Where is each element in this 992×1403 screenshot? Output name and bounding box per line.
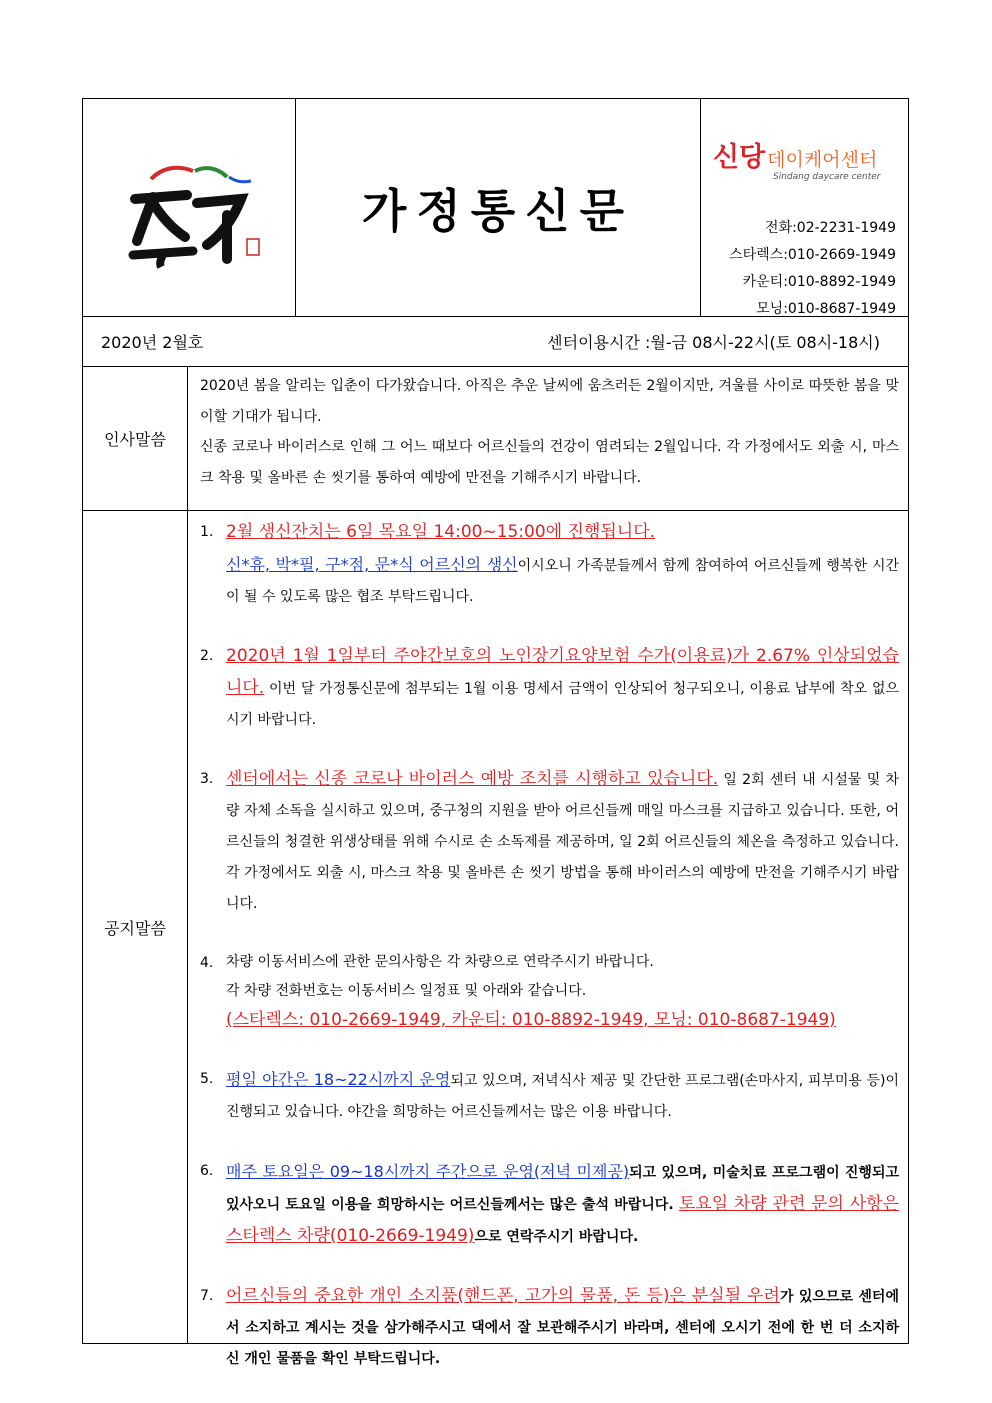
- brand-name-en: Sindang daycare center: [773, 172, 881, 182]
- notice-item-5: [200, 1064, 899, 1128]
- center-brand-logo: [713, 135, 909, 182]
- saturday-hours-headline: 매주 토요일은 09~18시까지 주간으로 운영(저녁 미제공): [226, 1162, 630, 1181]
- item-text: 일 2회 센터 내 시설물 및 차량 자체 소독을 실시하고 있으며, 중구청의 지원을 받아 어르신들께 매일 마스크를 지급하고 있습니다. 또한, 어르신들의 청결한 위생상태를 위해 수시로 손 소독제를 제공하며, 일 2회 어르신들의 체온을 측정하고 있습니다. 각 가정에서도 외출 시, 마스크 착용 및 올바른 손 씻기 방법을 통해 바이러스의 예방에 만전을 기해주시기 바랍니다.: [226, 772, 899, 912]
- center-info-cell: [701, 99, 908, 316]
- issue-row: [83, 317, 908, 367]
- brand-name-orange: 데이케어센터: [767, 149, 878, 171]
- title-cell: [296, 99, 701, 316]
- vehicle-phone-numbers: (스타렉스: 010-2669-1949, 카운티: 010-8892-1949, 모닝: 010-8687-1949): [226, 1010, 836, 1030]
- item-number: 7.: [200, 1288, 214, 1304]
- starex-vehicle-phone: 스타렉스 차량(010-2669-1949): [226, 1226, 475, 1246]
- notice-row: [83, 511, 908, 1367]
- notice-item-2: [200, 641, 899, 736]
- item-text: 으로 연락주시기 바랍니다.: [474, 1229, 639, 1245]
- greeting-row: [83, 367, 908, 511]
- virus-prevention-headline: 센터에서는 신종 코로나 바이러스 예방 조치를 시행하고 있습니다.: [226, 769, 719, 789]
- operating-hours: 센터이용시간 :월-금 08시-22시(토 08시-18시): [547, 333, 880, 352]
- transport-line-1: 차량 이동서비스에 관한 문의사항은 각 차량으로 연락주시기 바랍니다.: [226, 954, 654, 970]
- belongings-warning-headline: 어르신들의 중요한 개인 소지품(핸드폰, 고가의 물품, 돈 등)은 분실될 우려: [226, 1286, 780, 1306]
- greeting-paragraph-1: 2020년 봄을 알리는 입춘이 다가왔습니다. 아직은 추운 날씨에 움츠러든 2월이지만, 겨울를 사이로 따뜻한 봄을 맞이할 기대가 됩니다.: [200, 378, 899, 425]
- header-row: [83, 99, 908, 317]
- transport-line-2: 각 차량 전화번호는 이동서비스 일정표 및 아래와 같습니다.: [226, 983, 587, 999]
- notice-item-4: [200, 948, 899, 1036]
- greeting-content: [188, 367, 908, 510]
- brand-name-red: 신당: [713, 142, 766, 173]
- edition-label: 2020년 2월호: [101, 333, 204, 352]
- item-text: 되고 있으며, 저녁식사 제공 및 간단한 프로그램(손마사지, 피부미용 등)이 진행되고 있습니다. 야간을 희망하는 어르신들께서는 많은 이용 바랍니다.: [226, 1073, 899, 1120]
- item-number: 5.: [200, 1071, 214, 1087]
- newsletter-document: [82, 98, 909, 1367]
- contact-morning: 모닝:010-8687-1949: [756, 301, 896, 317]
- item-number: 4.: [200, 955, 214, 971]
- item-text: 가 있으므로 센터에서 소지하고 계시는 것을 삼가해주시고 댁에서 잘 보관해주시기 바라며, 센터에 오시기 전에 한 번 더 소지하신 개인 물품을 확인 부탁드립니다.: [226, 1289, 899, 1367]
- greeting-label: 인사말씀: [83, 367, 188, 510]
- page-title: 가정통신문: [361, 183, 635, 238]
- notice-content: [188, 511, 908, 1367]
- night-hours-headline: 평일 야간은 18~22시까지 운영: [226, 1070, 451, 1089]
- birthday-names: 신*휴, 박*필, 구*점, 문*식 어르신의 생신: [226, 555, 518, 574]
- birthday-headline: 2월 생신잔치는 6일 목요일 14:00~15:00에 진행됩니다.: [226, 522, 656, 542]
- saturday-vehicle-inquiry: 토요일 차량 관련 문의 사항은: [678, 1194, 899, 1214]
- contact-starex: 스타렉스:010-2669-1949: [729, 247, 896, 263]
- item-text: 이시오니 가족분들께서 함께 참여하여 어르신들께 행복한 시간이 될 수 있도록 많은 협조 부탁드립니다.: [226, 558, 899, 605]
- notice-label: 공지말씀: [83, 511, 188, 1343]
- item-number: 3.: [200, 771, 214, 787]
- contact-county: 카운티:010-8892-1949: [742, 274, 896, 290]
- item-number: 1.: [200, 524, 214, 540]
- notice-item-3: [200, 764, 899, 920]
- contact-phone: 전화:02-2231-1949: [765, 220, 896, 236]
- item-number: 6.: [200, 1163, 214, 1179]
- notice-item-7: [200, 1281, 899, 1375]
- fee-increase-headline: 2020년 1월 1일부터 주야간보호의 노인장기요양보험 수가(이용료)가 2.67% 인상되었습니다.: [226, 646, 899, 698]
- jung-gu-logo: [123, 159, 273, 269]
- greeting-paragraph-2: 신종 코로나 바이러스로 인해 그 어느 때보다 어르신들의 건강이 염려되는 2월입니다. 각 가정에서도 외출 시, 마스크 착용 및 올바른 손 씻기를 통하여 예방에 만전을 기해주시기 바랍니다.: [200, 439, 899, 486]
- item-number: 2.: [200, 648, 214, 664]
- item-text: 되고 있으며, 미술치료 프로그램이 진행되고 있사오니 토요일 이용을 희망하시는 어르신들께서는 많은 출석 바랍니다.: [226, 1165, 899, 1213]
- contact-list: [729, 215, 896, 323]
- notice-item-6: [200, 1156, 899, 1253]
- jung-gu-logo-cell: [83, 99, 296, 316]
- notice-item-1: [200, 517, 899, 613]
- item-text: 이번 달 가정통신문에 첨부되는 1월 이용 명세서 금액이 인상되어 청구되오니, 이용료 납부에 착오 없으시기 바랍니다.: [226, 681, 899, 728]
